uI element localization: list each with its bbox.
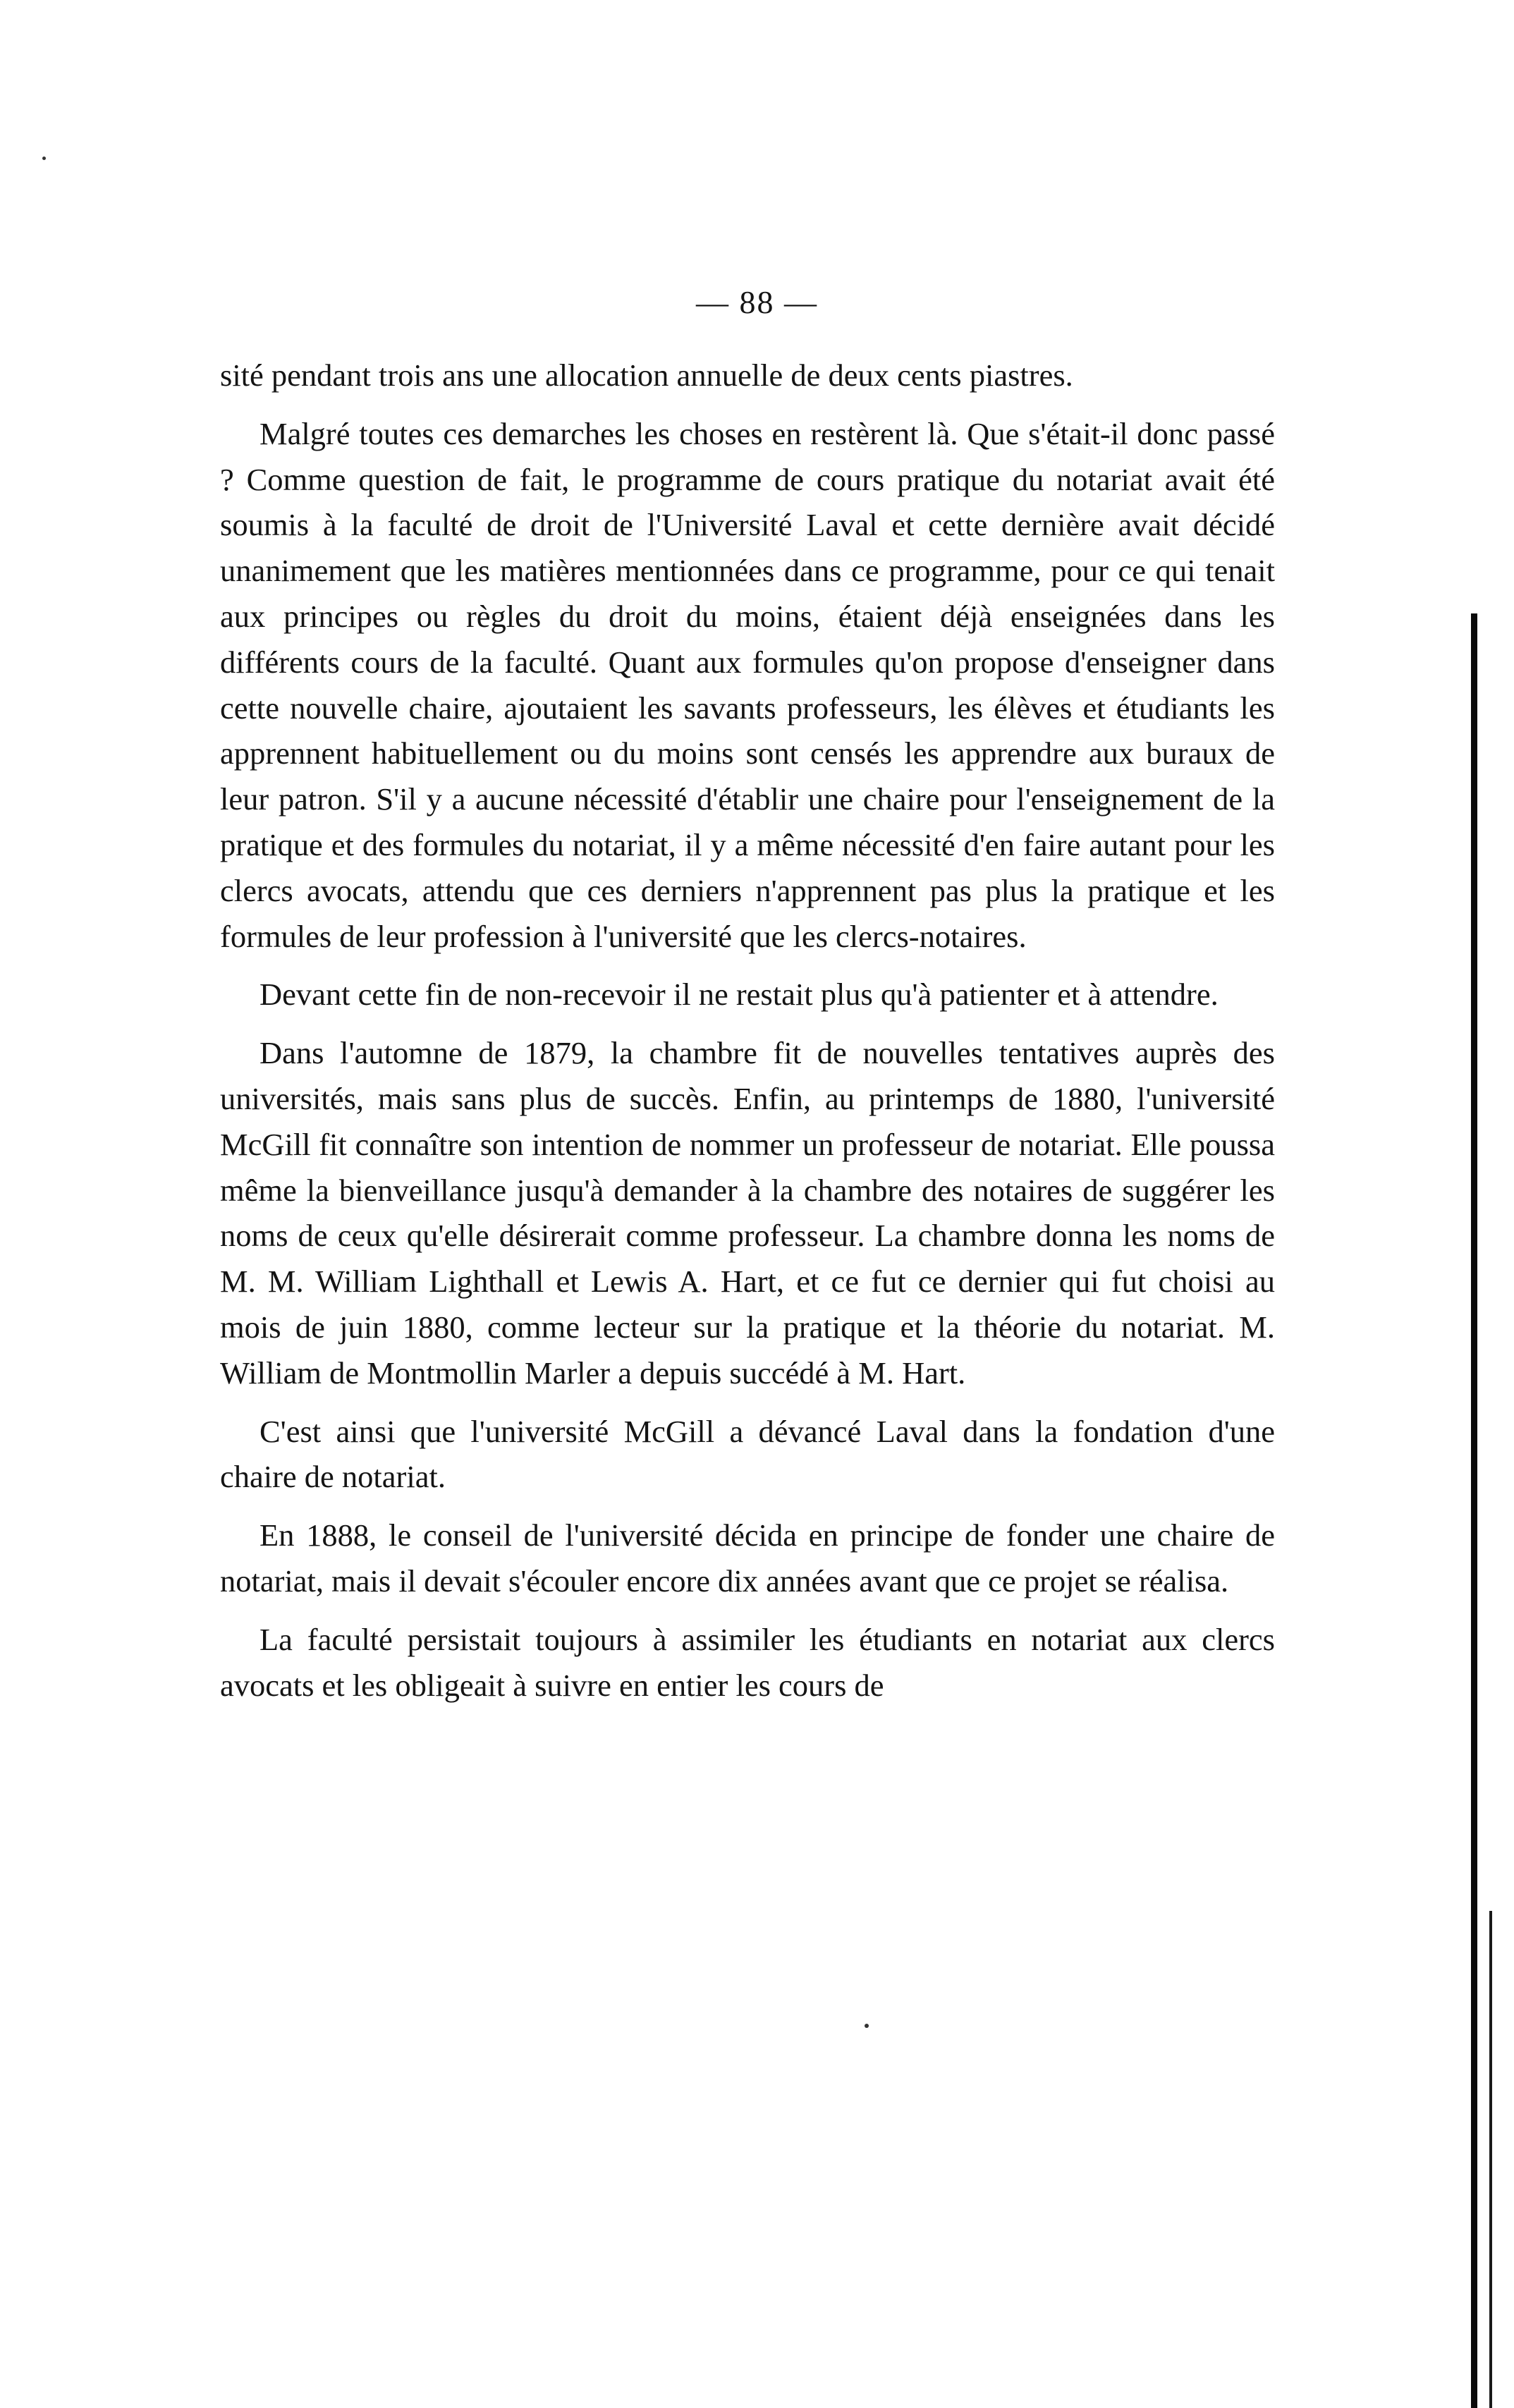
page-number: — 88 — [696,284,818,320]
scan-edge-shadow [1471,613,1477,2408]
paragraph-1888: En 1888, le conseil de l'université décida en principe de fonder une chaire de notariat, mais il devait s'écouler encore dix années avant que ce projet se réalisa. [220,1517,1275,1599]
body-text [220,353,1275,1721]
paragraph-continuation: sité pendant trois ans une allocation annuelle de deux cents piastres. [220,357,1073,393]
scan-speck [865,2024,869,2028]
paragraph-demarches: Malgré toutes ces demarches les choses en restèrent là. Que s'était-il donc passé ? Comme question de fait, le programme de cours pratique du notariat avait été soumis à la faculté de droit de l'Université Laval et cette dernière avait décidé unanimement que les matières mentionnées dans ce programme, pour ce qui tenait aux principes ou règles du droit du moins, étaient déjà enseignées dans les différents cours de la faculté. Quant aux formules qu'on propose d'enseigner dans cette nouvelle chaire, ajoutaient les savants professeurs, les élèves et étudiants les apprennent habituellement ou du moins sont censés les apprendre aux buraux de leur patron. S'il y a aucune nécessité d'établir une chaire pour l'enseignement de la pratique et des formules du notariat, il y a même nécessité d'en faire autant pour les clercs avocats, attendu que ces derniers n'apprennent pas plus la pratique et les formules de leur profession à l'université que les clercs-notaires. [220,415,1275,954]
scan-speck [42,157,46,160]
scan-edge-line [1489,1911,1492,2408]
paragraph-fin-de-non-recevoir: Devant cette fin de non-recevoir il ne restait plus qu'à patienter et à attendre. [260,977,1219,1013]
paragraph-faculte: La faculté persistait toujours à assimiler les étudiants en notariat aux clercs avocats et les obligeait à suivre en entier les cours de [220,1621,1275,1703]
paragraph-automne-1879: Dans l'automne de 1879, la chambre fit de nouvelles tentatives auprès des universités, mais sans plus de succès. Enfin, au printemps de 1880, l'université McGill fit connaître son intention de nommer un professeur de notariat. Elle poussa même la bienveillance jusqu'à demander à la chambre des notaires de suggérer les noms de ceux qu'elle désirerait comme professeur. La chambre donna les noms de M. M. William Lighthall et Lewis A. Hart, et ce fut ce dernier qui fut choisi au mois de juin 1880, comme lecteur sur la pratique et la théorie du notariat. M. William de Montmollin Marler a depuis succédé à M. Hart. [220,1035,1275,1391]
paragraph-mcgill-laval: C'est ainsi que l'université McGill a dévancé Laval dans la fondation d'une chaire de notariat. [220,1413,1275,1495]
